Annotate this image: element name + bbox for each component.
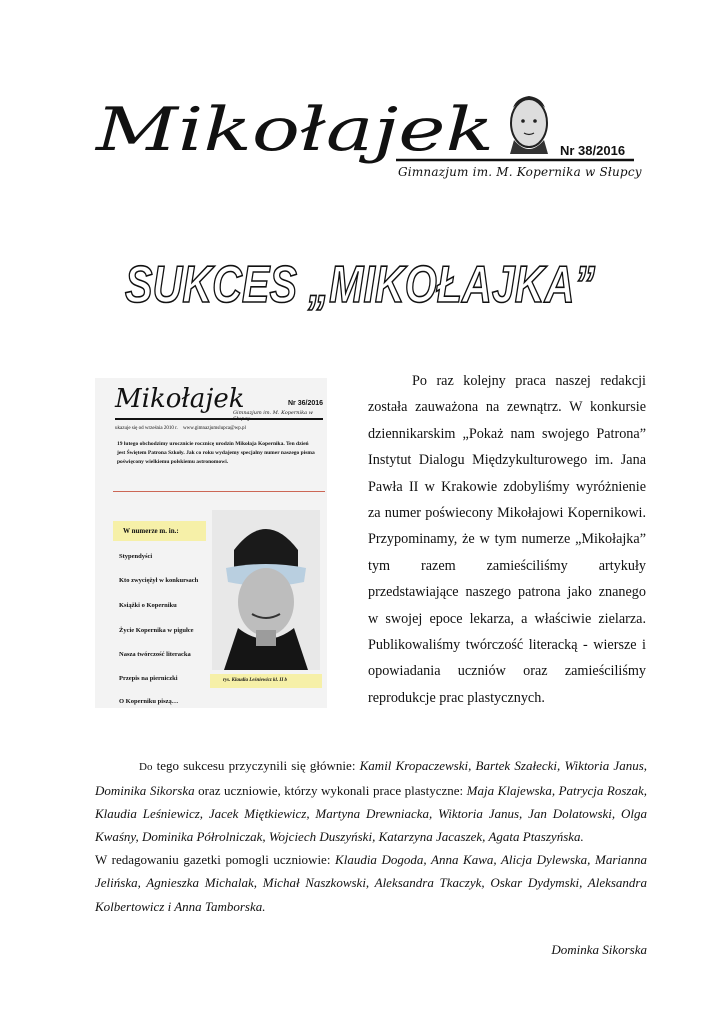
- cover-caption: rys. Klaudia Leśniewicz kl. II b: [223, 678, 288, 683]
- cover-list-item: Nasza twórczość literacka: [119, 651, 191, 658]
- cover-list-item: O Koperniku piszą…: [119, 698, 179, 705]
- body-text: [95, 754, 647, 918]
- masthead-title: Mikołajek: [94, 95, 495, 165]
- body-p1-mid: tego sukcesu przyczynili się głównie:: [152, 758, 360, 773]
- body-paragraph-2: [95, 848, 647, 917]
- cover-list-item: Książki o Koperniku: [119, 602, 177, 609]
- issue-number: Nr 38/2016: [560, 143, 626, 158]
- cover-contents-label: W numerze m. in.:: [123, 527, 179, 535]
- body-p1-start: Do: [139, 761, 153, 773]
- cover-subtitle: Gimnazjum im. M. Kopernika w: [233, 410, 313, 416]
- headline: [110, 252, 610, 312]
- cover-list-item: Stypendyści: [119, 553, 153, 560]
- cover-issue: Nr 36/2016: [288, 400, 324, 407]
- cover-date: ukazuje się od września 2010 r.: [115, 426, 178, 431]
- cover-list-item: Przepis na pierniczki: [119, 675, 178, 682]
- body-p2-names: Klaudia Dogoda, Anna Kawa, Alicja Dylewska, Marianna Jelińska, Agnieszka Michalak, Michał Naszkowski, Aleksandra Tkaczyk, Oskar Dydymski, Aleksandra Kolbertowicz i Anna Tamborska.: [95, 852, 648, 914]
- cover-rule: [115, 418, 323, 420]
- headline-text: SUKCES „MIKOŁAJKA”: [125, 256, 595, 314]
- signature: Dominka Sikorska: [551, 942, 647, 957]
- body-paragraph-1: [95, 754, 647, 848]
- body-p1-names2: Maja Klajewska, Patrycja Roszak, Klaudia Leśniewicz, Jacek Miętkiewicz, Martyna Drewniacka, Wiktoria Janus, Jan Dolatowski, Olga Kwaśny, Dominika Półrolniczak, Wojciech Duszyński, Katarzyna Jacaszek, Agata Ptaszyńska.: [95, 783, 648, 845]
- cover-list-item: Życie Kopernika w pigułce: [119, 627, 194, 634]
- cover-divider: [113, 491, 325, 492]
- cover-drawing: [212, 510, 320, 670]
- cover-title: Mikołajek: [115, 384, 245, 414]
- cover-intro: 19 lutego obchodzimy urocznicie rocznicę urodzin Mikołaja Kopernika. Ten dzień jest Świętem Patrona Szkoły. Jak co roku wydajemy specjalny numer naszego pisma poświęcony wielkiemu polskiemu astronomowi.: [117, 441, 315, 465]
- intro-paragraph: [368, 368, 646, 711]
- intro-text: Po raz kolejny praca naszej redakcji została zauważona na zewnątrz. W konkursie dziennikarskim „Pokaż nam swojego Patrona” Instytut Dialogu Międzykulturowego im. Jana Pawła II w Krakowie zdobyliśmy wyróżnienie za numer poświecony Mikołajowi Kopernikowi. Przypominamy, że w tym numerze „Mikołajka” tym razem zamieściliśmy artykuły przedstawiające naszego patrona jako znanego w swojej epoce lekarza, a właściwie zielarza. Publikowaliśmy twórczość literacką - wiersze i opowiadania uczniów oraz zamieściliśmy reprodukcje prac plastycznych.: [368, 373, 646, 706]
- body-p1-names: Kamil Kropaczewski, Bartek Szałecki, Wiktoria Janus, Dominika Sikorska: [95, 758, 648, 799]
- masthead-subtitle: Gimnazjum im. M. Kopernika w Słupcy: [398, 165, 642, 179]
- cover-email: www.gimnazjumslupca@wp.pl: [183, 426, 246, 431]
- cover-list-item: Kto zwyciężył w konkursach: [119, 577, 199, 584]
- cover-thumbnail: [95, 378, 327, 708]
- copernicus-portrait-icon: [510, 96, 548, 154]
- body-p1-mid2: oraz uczniowie, którzy wykonali prace plastyczne:: [194, 783, 467, 799]
- body-p2-start: W redagowaniu gazetki pomogli uczniowie:: [95, 852, 336, 868]
